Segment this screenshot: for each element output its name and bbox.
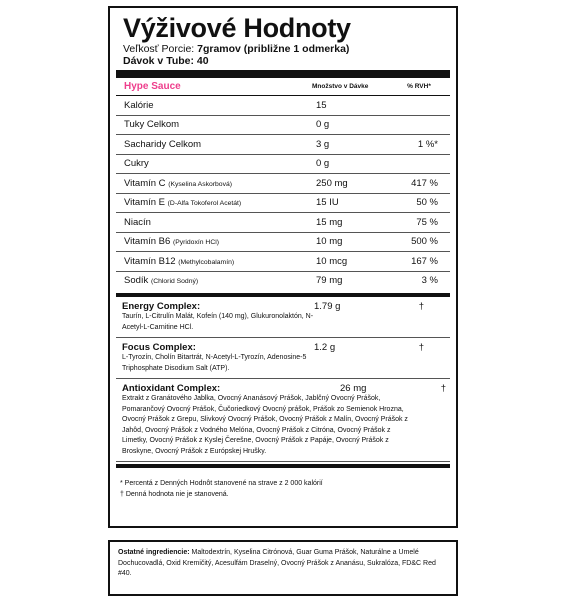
nutrient-label: Vitamín B12: [124, 255, 176, 267]
dagger-mark: †: [418, 301, 424, 312]
complex-amount: 1.2 g: [314, 342, 336, 353]
nutrient-note: (Pyridoxín HCl): [172, 239, 220, 247]
other-ingredients-box: [108, 540, 458, 596]
ingredients-text: Maltodextrín, Kyselina Citrónová, Guar Guma Prášok, Naturálne a Umelé Dochucovadlá, Oxid Kremičitý, Acesulfám Draselný, Ovocný Prášok z Ananásu, Sukralóza, FD&C Red #40.: [118, 549, 436, 577]
nutrient-row: [116, 272, 450, 291]
nutrient-row: [116, 116, 450, 136]
nutrient-label: Vitamín E: [124, 197, 166, 209]
nutrient-pct: 75 %: [416, 216, 438, 228]
nutrient-amount: 10 mcg: [316, 255, 348, 267]
complex-title: Focus Complex:: [122, 342, 196, 353]
ingredients-label: Ostatné ingrediencie:: [118, 549, 190, 556]
nutrient-amount: 15: [316, 99, 327, 111]
serving-size-value: 7gramov (približne 1 odmerka): [197, 43, 350, 55]
nutrient-name: [116, 236, 314, 247]
nutrient-name: [116, 158, 314, 169]
nutrient-amount: 0 g: [316, 119, 330, 131]
nutrient-row: [116, 213, 450, 233]
nutrient-note: (D-Alfa Tokoferol Acetát): [167, 200, 242, 208]
nutrient-label: Vitamín B6: [124, 236, 171, 248]
nutrient-label: Sodík: [124, 275, 149, 287]
nutrient-name: [116, 139, 314, 150]
servings-per-container: [123, 56, 450, 68]
panel-title: Výživové Hodnoty: [123, 13, 351, 43]
complex-ingredients: Extrakt z Granátového Jablka, Ovocný Ananásový Prášok, Jablčný Ovocný Prášok, Pomarančový Ovocný Prášok, Čučoriedkový Ovocný prášok, Prášok zo Semienok Hrozna, Ovocný Prášok z Grepu, Slivkový Ovocný Prášok, Ovocný Prášok z Malín, Ovocný Prášok z Jahôd, Ovocný Prášok z Vodného Melóna, Ovocný Prášok z Citróna, Ovocný Prášok z Limetky, Ovocný Prášok z Kyslej Čerešne, Ovocný Prášok z Papáje, Ovocný Prášok z Broskyne, Ovocný Prášok z Európskej Hrušky.: [122, 395, 408, 455]
nutrient-row: [116, 252, 450, 272]
complex-text: [116, 301, 314, 333]
brand-name: Hype Sauce: [124, 81, 181, 92]
column-rvh: % RVH*: [407, 83, 431, 90]
complex-text: [116, 342, 314, 374]
serving-size-label: Veľkosť Porcie:: [123, 43, 195, 55]
nutrient-pct: 500 %: [411, 236, 438, 248]
complex-title: Energy Complex:: [122, 301, 201, 312]
nutrition-facts-panel: [108, 6, 458, 528]
nutrient-pct: 417 %: [411, 177, 438, 189]
nutrient-amount: 79 mg: [316, 275, 343, 287]
dagger-mark: †: [440, 383, 446, 394]
table-header: [116, 78, 450, 96]
nutrient-name: [116, 197, 314, 208]
nutrient-name: [116, 119, 314, 130]
nutrient-pct: 3 %: [421, 275, 438, 287]
nutrient-pct: 1 %*: [417, 138, 438, 150]
nutrient-row: [116, 135, 450, 155]
nutrient-label: Niacín: [124, 216, 151, 228]
complex-energy: [116, 297, 450, 338]
nutrient-name: [116, 178, 314, 189]
nutrient-amount: 3 g: [316, 138, 330, 150]
complex-antioxidant: [116, 379, 450, 462]
nutrient-row: [116, 233, 450, 253]
nutrient-amount: 15 mg: [316, 216, 343, 228]
nutrient-label: Sacharidy Celkom: [124, 138, 202, 150]
nutrient-pct: 50 %: [416, 197, 438, 209]
nutrient-row: [116, 194, 450, 214]
complex-ingredients: Taurín, L-Citrulín Malát, Kofeín (140 mg), Glukuronolaktón, N-Acetyl-L-Carnitine HCl.: [122, 313, 314, 331]
nutrient-name: [116, 275, 314, 286]
nutrient-name: [116, 100, 314, 111]
nutrient-amount: 10 mg: [316, 236, 343, 248]
thick-divider: [116, 70, 450, 78]
column-amount: Množstvo v Dávke: [312, 83, 369, 90]
nutrient-name: [116, 217, 314, 228]
nutrient-row: [116, 96, 450, 116]
nutrient-label: Vitamín C: [124, 177, 166, 189]
nutrient-label: Cukry: [124, 158, 149, 170]
complex-amount: 1.79 g: [314, 301, 341, 312]
footnote-daily-values: * Percentá z Denných Hodnôt stanovené na strave z 2 000 kalórií: [120, 480, 323, 487]
nutrient-note: (Kyselina Askorbová): [168, 180, 233, 188]
footnotes: [116, 468, 450, 500]
servings-value: 40: [196, 54, 209, 67]
footnote-not-established: † Denná hodnota nie je stanovená.: [120, 491, 229, 498]
complex-focus: [116, 338, 450, 379]
servings-label: Dávok v Tube:: [123, 54, 194, 67]
nutrient-amount: 0 g: [316, 158, 330, 170]
nutrient-list: [116, 96, 450, 290]
complex-amount: 26 mg: [340, 383, 367, 394]
complex-text: [116, 383, 416, 457]
nutrient-name: [116, 256, 314, 267]
nutrient-row: [116, 155, 450, 175]
nutrient-note: (Methylcobalamín): [178, 258, 235, 266]
nutrient-amount: 15 IU: [316, 197, 339, 209]
dagger-mark: †: [418, 342, 424, 353]
complex-ingredients: L-Tyrozín, Cholín Bitartrát, N-Acetyl-L-Tyrozín, Adenosine-5 Triphosphate Disodium Salt (ATP).: [122, 354, 307, 372]
nutrient-amount: 250 mg: [316, 177, 348, 189]
nutrient-pct: 167 %: [411, 255, 438, 267]
nutrient-label: Tuky Celkom: [124, 119, 180, 131]
complex-title: Antioxidant Complex:: [122, 383, 221, 394]
nutrient-row: [116, 174, 450, 194]
nutrient-label: Kalórie: [124, 99, 154, 111]
nutrient-note: (Chlorid Sodný): [150, 278, 199, 286]
